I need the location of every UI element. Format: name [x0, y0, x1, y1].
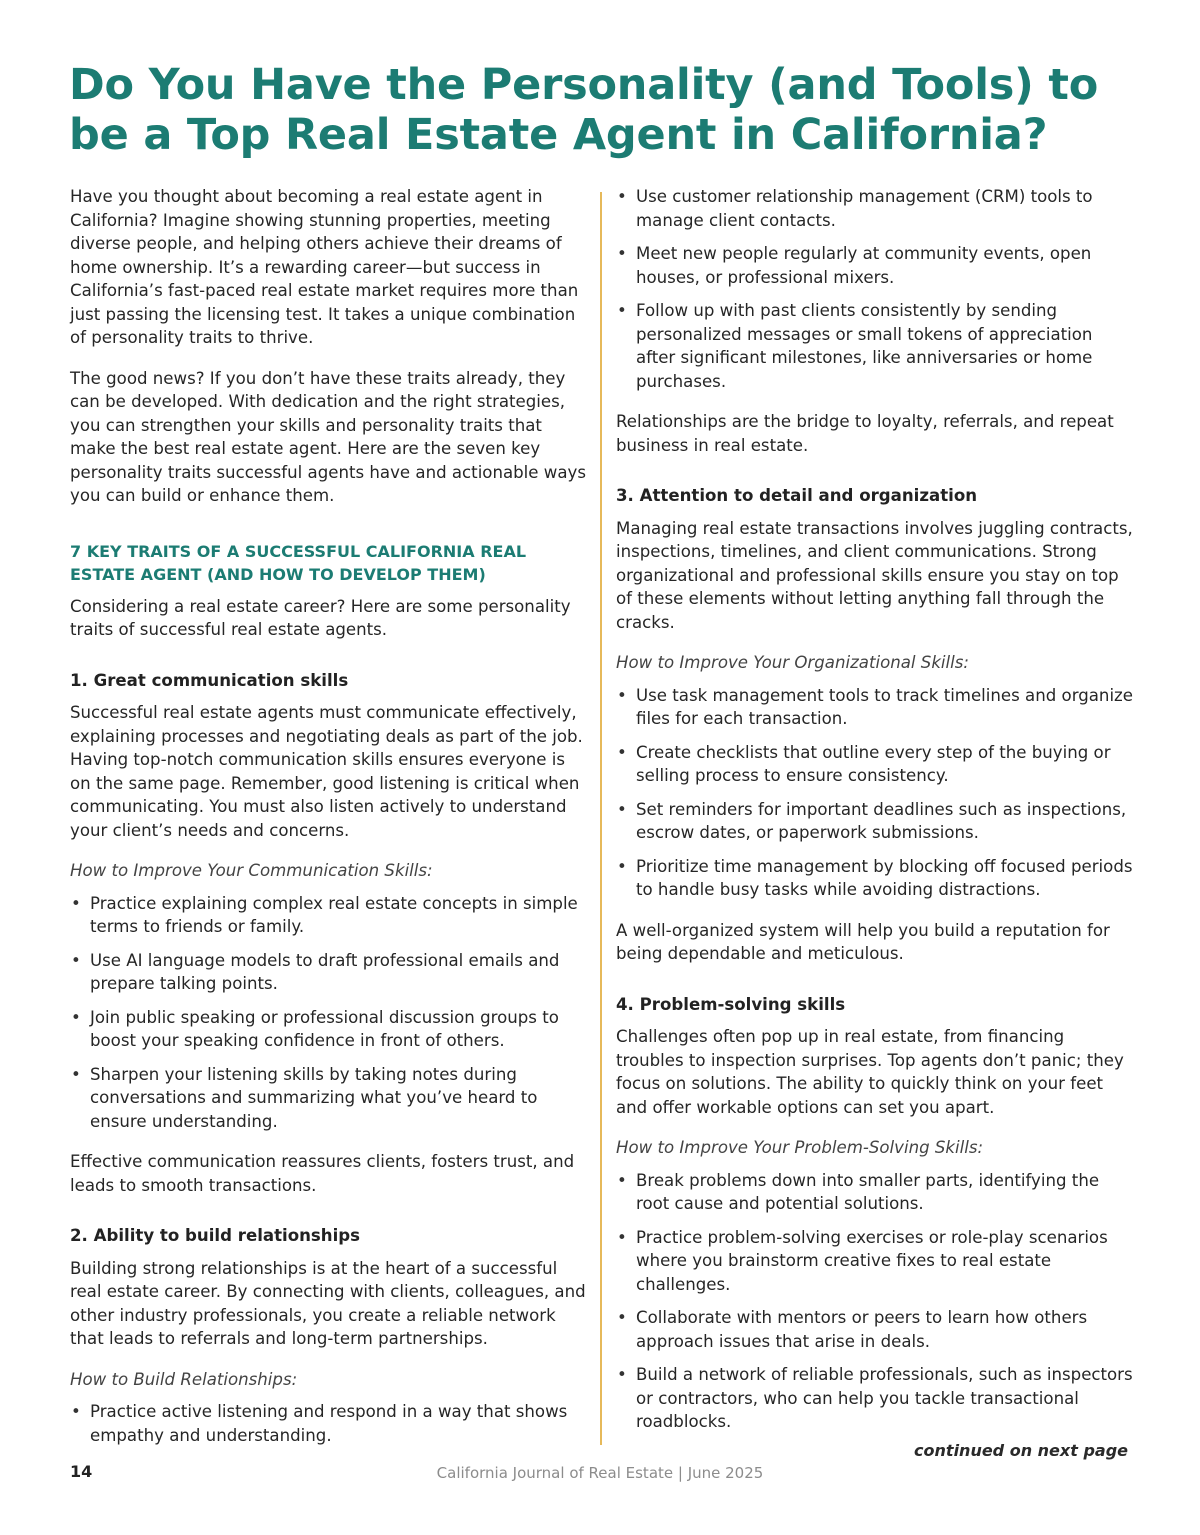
bullet-item: • Collaborate with mentors or peers to learn how others approach issues that arise in deals. — [616, 1306, 1136, 1353]
section-4-bullets — [616, 1169, 1136, 1434]
section-subhead: 7 KEY TRAITS OF A SUCCESSFUL CALIFORNIA REAL ESTATE AGENT (AND HOW TO DEVELOP THEM) — [70, 541, 527, 584]
bullet-item: • Follow up with past clients consistently by sending personalized messages or small tokens of appreciation after significant milestones, like anniversaries or home purchases. — [616, 299, 1136, 393]
section-heading-2: 2. Ability to build relationships — [70, 1226, 361, 1245]
footer-publication: California Journal of Real Estate | June 2025 — [436, 1464, 764, 1482]
section-1-howto: How to Improve Your Communication Skills: — [70, 861, 433, 880]
bullet-item: • Meet new people regularly at community events, open houses, or professional mixers. — [616, 242, 1136, 289]
section-heading-4: 4. Problem-solving skills — [616, 994, 846, 1014]
bullet-item: • Set reminders for important deadlines such as inspections, escrow dates, or paperwork submissions. — [616, 798, 1136, 845]
right-column — [616, 185, 1136, 1451]
bullet-item: • Join public speaking or professional discussion groups to boost your speaking confidence in front of others. — [70, 1006, 590, 1053]
article-title: Do You Have the Personality (and Tools) to be a Top Real Estate Agent in California? — [69, 60, 1099, 160]
section-2-howto: How to Build Relationships: — [70, 1369, 298, 1389]
section-2-closing: Relationships are the bridge to loyalty, referrals, and repeat business in real estate. — [616, 412, 1114, 455]
section-1-closing: Effective communication reassures clients, fosters trust, and leads to smooth transactions. — [70, 1152, 575, 1195]
bullet-item: • Use task management tools to track timelines and organize files for each transaction. — [616, 684, 1136, 731]
bullet-item: • Create checklists that outline every step of the buying or selling process to ensure consistency. — [616, 741, 1136, 788]
section-1-body: Successful real estate agents must communicate effectively, explaining processes and negotiating deals as part of the job. Having top-notch communication skills ensures everyone is on the same page. Remember, good listening is critical when communicating. You must also listen actively to understand your client’s needs and concerns. — [70, 703, 583, 840]
continued-note: continued on next page — [914, 1441, 1128, 1460]
bullet-item: • Use customer relationship management (CRM) tools to manage client contacts. — [616, 185, 1136, 232]
section-3-bullets — [616, 684, 1136, 902]
section-heading-1: 1. Great communication skills — [70, 670, 349, 690]
bullet-item: • Practice explaining complex real estate concepts in simple terms to friends or family. — [70, 892, 590, 939]
section-3-howto: How to Improve Your Organizational Skills: — [616, 653, 969, 672]
intro-paragraph-2: The good news? If you don’t have these traits already, they can be developed. With dedication and the right strategies, you can strengthen your skills and personality traits that make the best real estate agent. Here are the seven key personality traits successful agents have and actionable ways you can build or enhance them. — [70, 368, 586, 505]
section-heading-3: 3. Attention to detail and organization — [616, 486, 978, 505]
bullet-item: • Sharpen your listening skills by taking notes during conversations and summarizing what you’ve heard to ensure understanding. — [70, 1063, 590, 1134]
bullet-item: • Practice problem-solving exercises or role-play scenarios where you brainstorm creative fixes to real estate challenges. — [616, 1226, 1136, 1297]
left-column — [70, 185, 590, 1464]
bullet-item: • Practice active listening and respond in a way that shows empathy and understanding. — [70, 1400, 590, 1447]
bullet-item: • Prioritize time management by blocking off focused periods to handle busy tasks while avoiding distractions. — [616, 855, 1136, 902]
bullet-item: • Use AI language models to draft professional emails and prepare talking points. — [70, 949, 590, 996]
section-2-bullets-left — [70, 1400, 590, 1447]
section-4-body: Challenges often pop up in real estate, from financing troubles to inspection surprises. Top agents don’t panic; they focus on solutions. The ability to quickly think on your feet and offer workable options can set you apart. — [616, 1027, 1124, 1117]
section-3-closing: A well-organized system will help you build a reputation for being dependable and meticulous. — [616, 920, 1110, 963]
column-divider — [600, 192, 602, 1445]
subhead-paragraph: Considering a real estate career? Here are some personality traits of successful real estate agents. — [70, 596, 571, 639]
section-3-body: Managing real estate transactions involves juggling contracts, inspections, timelines, and client communications. Strong organizational and professional skills ensure you stay on top of these elements without letting anything fall through the cracks. — [616, 518, 1133, 632]
intro-paragraph-1: Have you thought about becoming a real estate agent in California? Imagine showing stunning properties, meeting diverse people, and helping others achieve their dreams of home ownership. It’s a rewarding career—but success in California’s fast-paced real estate market requires more than just passing the licensing test. It takes a unique combination of personality traits to thrive. — [70, 187, 579, 347]
bullet-item: • Build a network of reliable professionals, such as inspectors or contractors, who can help you tackle transactional roadblocks. — [616, 1363, 1136, 1434]
bullet-item: • Break problems down into smaller parts, identifying the root cause and potential solutions. — [616, 1169, 1136, 1216]
section-2-bullets-right — [616, 185, 1136, 393]
section-1-bullets — [70, 892, 590, 1134]
page-number: 14 — [70, 1462, 93, 1481]
section-2-body: Building strong relationships is at the heart of a successful real estate career. By connecting with clients, colleagues, and other industry professionals, you create a reliable network that leads to referrals and long-term partnerships. — [70, 1258, 586, 1348]
section-4-howto: How to Improve Your Problem-Solving Skills: — [616, 1138, 984, 1157]
